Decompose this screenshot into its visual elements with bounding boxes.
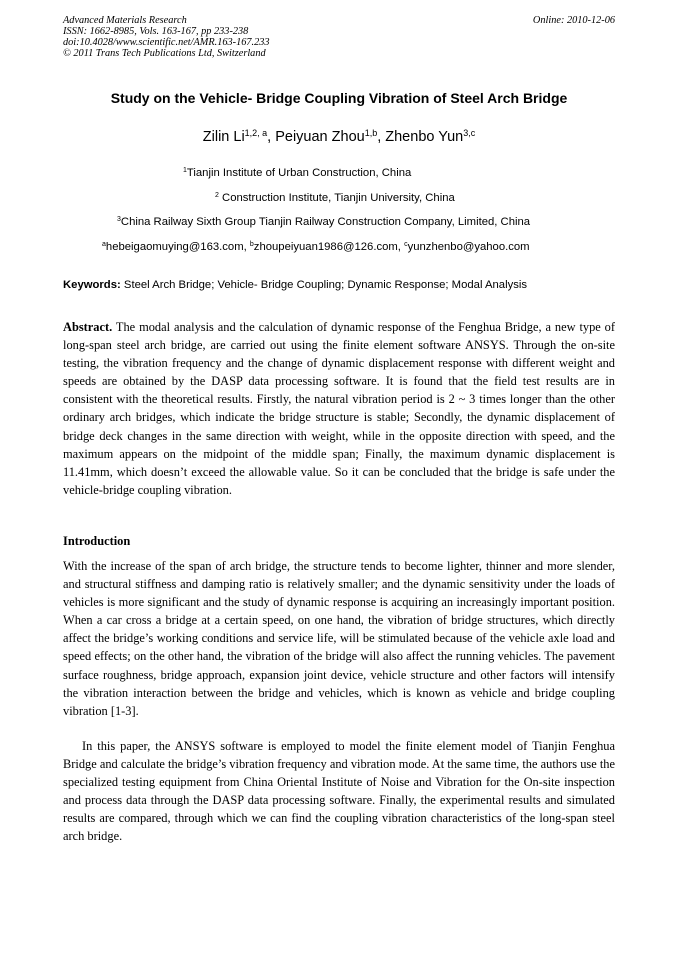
abstract-label: Abstract. <box>63 320 113 334</box>
email-address[interactable]: zhoupeiyuan1986@126.com <box>253 241 398 253</box>
introduction-paragraph-1: With the increase of the span of arch bridge, the structure tends to become lighter, thinner and more slender, and structural stiffness and damping ratio is relatively smaller; and the dynamic sensitivity under the loads of vehicles is more significant and the study of dynamic response is acquiring an increasingly important position. When a car cross a bridge at a certain speed, on one hand, the vibration of bridge structures, which directly affect the bridge’s working conditions and service life, will be stimulated because of the vehicle axle load and speed effects; on the other hand, the vibration of the bridge will also affect the running vehicles. The pavement surface roughness, bridge approach, expansion joint device, vehicle structure and other factors will intensify the vibration interaction between the bridge and vehicles, which is known as vehicle and bridge coupling vibration [1-3]. <box>63 559 615 718</box>
affiliation-text: China Railway Sixth Group Tianjin Railway Construction Company, Limited, China <box>120 216 531 228</box>
email-superscript: c <box>404 241 408 249</box>
introduction-heading: Introduction <box>63 534 131 548</box>
keywords-text: Steel Arch Bridge; Vehicle- Bridge Coupling; Dynamic Response; Modal Analysis <box>120 279 528 291</box>
issn-line: ISSN: 1662-8985, Vols. 163-167, pp 233-238 <box>63 26 249 37</box>
email-address[interactable]: hebeigaomuying@163.com <box>105 241 244 253</box>
author-superscript: 1,b <box>364 128 378 139</box>
email-superscript: b <box>249 241 254 249</box>
keywords-label: Keywords: <box>63 279 121 291</box>
affiliation-superscript: 1 <box>183 167 187 175</box>
email-address[interactable]: yunzhenbo@yahoo.com <box>407 241 530 253</box>
affiliation-1 <box>183 167 411 179</box>
author-list <box>0 129 678 145</box>
email-line <box>102 241 530 253</box>
affiliation-text: Tianjin Institute of Urban Construction, China <box>186 167 412 179</box>
affiliation-2 <box>215 192 455 204</box>
affiliation-text: Construction Institute, Tianjin University, China <box>218 192 455 204</box>
author-separator: , <box>377 129 386 145</box>
affiliation-superscript: 3 <box>117 216 121 224</box>
email-separator: , <box>397 241 405 253</box>
author-name: Zhenbo Yun <box>385 129 464 145</box>
doi-line: doi:10.4028/www.scientific.net/AMR.163-167.233 <box>63 37 270 48</box>
abstract-text: The modal analysis and the calculation of dynamic response of the Fenghua Bridge, a new type of long-span steel arch bridge, are carried out using the finite element software ANSYS. Through the on-site testing, the vibration frequency and the change of dynamic displacement response with different weight and speeds are obtained by the DASP data processing software. It is found that the field test results are in consistent with the theoretical results. Firstly, the natural vibration period is 2 ~ 3 times longer than the other ordinary arch bridges, which indicate the bridge structure is stable; Secondly, the dynamic displacement of bridge deck changes in the same direction with weight, while in the opposite direction with speed, and the maximum appears on the midpoint of the middle span; Finally, the maximum dynamic displacement is 11.41mm, which doesn’t exceed the allowable value. So it can be concluded that the bridge is safe under the vehicle-bridge coupling vibration. <box>63 320 615 497</box>
affiliation-3 <box>117 216 530 228</box>
author-name: Zilin Li <box>202 129 245 145</box>
online-date: Online: 2010-12-06 <box>532 15 615 26</box>
email-superscript: a <box>102 241 106 249</box>
email-separator: , <box>243 241 250 253</box>
copyright-line: © 2011 Trans Tech Publications Ltd, Switzerland <box>63 48 266 59</box>
introduction-paragraph-2: In this paper, the ANSYS software is employed to model the finite element model of Tianjin Fenghua Bridge and calculate the bridge’s vibration frequency and vibration mode. At the same time, the authors use the specialized testing equipment from China Oriental Institute of Noise and Vibration for the On-site inspection and process data through the DASP data processing software. Finally, the experimental results and simulated results are compared, through which we can find the coupling vibration characteristics of the long-span steel arch bridge. <box>63 739 615 844</box>
author-superscript: 3,c <box>463 128 476 139</box>
affiliation-superscript: 2 <box>215 192 219 200</box>
abstract <box>63 318 615 499</box>
keywords <box>63 279 615 291</box>
author-separator: , <box>267 129 276 145</box>
page-header <box>63 15 615 59</box>
paper-title: Study on the Vehicle- Bridge Coupling Vibration of Steel Arch Bridge <box>110 90 568 106</box>
author-superscript: 1,2, a <box>244 128 268 139</box>
journal-name: Advanced Materials Research <box>63 15 187 26</box>
author-name: Peiyuan Zhou <box>275 129 365 145</box>
